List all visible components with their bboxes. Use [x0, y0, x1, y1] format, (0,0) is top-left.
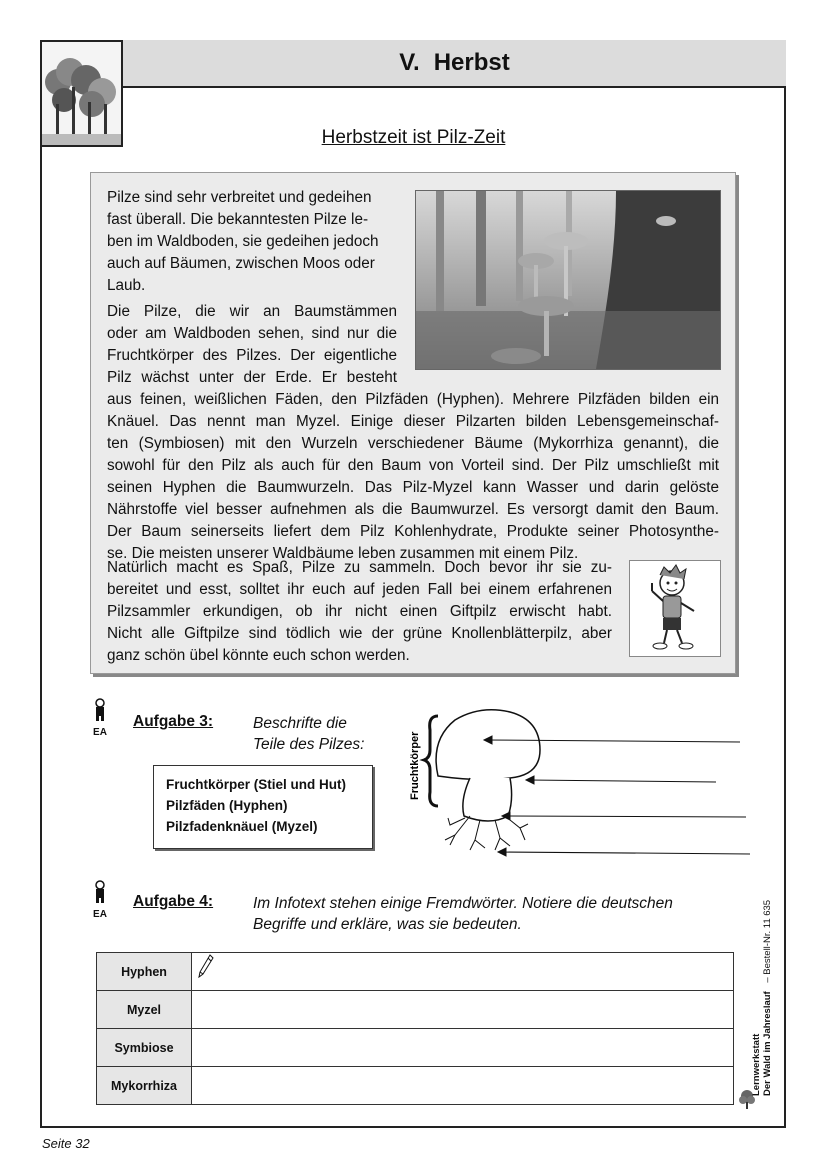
person-icon: [88, 880, 112, 904]
answer-cell[interactable]: [192, 953, 734, 991]
term-cell: Symbiose: [97, 1029, 192, 1067]
mushroom-diagram: [400, 700, 750, 870]
table-row: [97, 991, 734, 1029]
chapter-header: [121, 40, 786, 88]
answer-cell[interactable]: [192, 1067, 734, 1105]
table-row: [97, 1067, 734, 1105]
ea-label: EA: [93, 727, 107, 738]
side-line-2: Der Wald im Jahreslauf – Bestell-Nr. 11 635: [762, 899, 773, 1096]
chapter-number: V.: [399, 49, 420, 76]
person-icon: [88, 698, 112, 722]
answer-cell[interactable]: [192, 1029, 734, 1067]
table-row: [97, 1029, 734, 1067]
word-item: Pilzfadenknäuel (Myzel): [166, 819, 318, 834]
task3-instruction: Beschrifte die Teile des Pilzes:: [253, 715, 365, 753]
info-paragraph-1: Pilze sind sehr verbreitet und gedeihen fast überall. Die bekanntesten Pilze le- ben im Waldboden, sie gedeihen jedoch auch auf Bäumen, zwischen Moos oder Laub.: [107, 189, 379, 294]
ea-label: EA: [93, 909, 107, 920]
fruchtkoerper-label: Fruchtkörper: [409, 731, 421, 800]
single-work-icon: [88, 880, 112, 920]
side-imprint: [751, 900, 773, 1096]
word-item: Pilzfäden (Hyphen): [166, 798, 288, 813]
term-cell: Myzel: [97, 991, 192, 1029]
boy-cartoon-image: [629, 560, 721, 657]
page-number: Seite 32: [42, 1136, 90, 1151]
task4-instruction: Im Infotext stehen einige Fremdwörter. Notiere die deutschen Begriffe und erkläre, was sie bedeuten.: [253, 895, 673, 933]
answer-cell[interactable]: [192, 991, 734, 1029]
side-line-1: Lernwerkstatt: [751, 1033, 762, 1096]
info-paragraph-2: Die Pilze, die wir an Baumstämmen oder am Waldboden sehen, sind nur die Fruchtkörper des Pilzes. Der eigentliche Pilz wächst unter der Erde. Er besteht aus feinen, weißlichen Fäden, den Pilzfäden (Hyphen). Mehrere Pilzfäden bilden ein Knäuel. Das nennt man Myzel. Einige dieser Pilzarten bilden Lebensgemeinschaf- ten (Symbiosen) mit den Wurzeln verschiedener Bäume (Mykorrhiza genannt), die sowohl für den Pilz als auch für den Baum von Vorteil sind. Der Pilz umschließt mit seinen Hyphen die Baumwurzeln. Das Pilz-Myzel kann Wasser und darin gelöste Nährstoffe viel besser aufnehmen als die Baumwurzel. Es versorgt damit den Baum. Der Baum seinerseits liefert dem Pilz Kohlenhydrate, Produkte seiner Photosynthe- se. Die meisten unserer Waldbäume leben zusammen mit einem Pilz.: [107, 303, 719, 562]
term-cell: Mykorrhiza: [97, 1067, 192, 1105]
table-row: [97, 953, 734, 991]
single-work-icon: [88, 698, 112, 738]
word-item: Fruchtkörper (Stiel und Hut): [166, 777, 346, 792]
vocab-table: [96, 952, 734, 1105]
term-cell: Hyphen: [97, 953, 192, 991]
info-paragraph-3: Natürlich macht es Spaß, Pilze zu sammeln. Doch bevor ihr sie zu- bereitet und esst, solltet ihr euch auf jeden Fall bei einem erfahrenen Pilzsammler erkundigen, ob ihr nicht einen Giftpilz erwischt habt. Nicht alle Giftpilze sind tödlich wie der grüne Knollenblätterpilz, aber ganz schön übel könnte euch schon werden.: [107, 559, 612, 664]
page-subtitle: Herbstzeit ist Pilz-Zeit: [321, 127, 506, 148]
word-box: [153, 765, 373, 849]
task4-label: Aufgabe 4:: [133, 893, 214, 910]
chapter-title: Herbst: [433, 49, 510, 76]
pencil-icon: [198, 954, 214, 978]
task3-label: Aufgabe 3:: [133, 713, 214, 730]
